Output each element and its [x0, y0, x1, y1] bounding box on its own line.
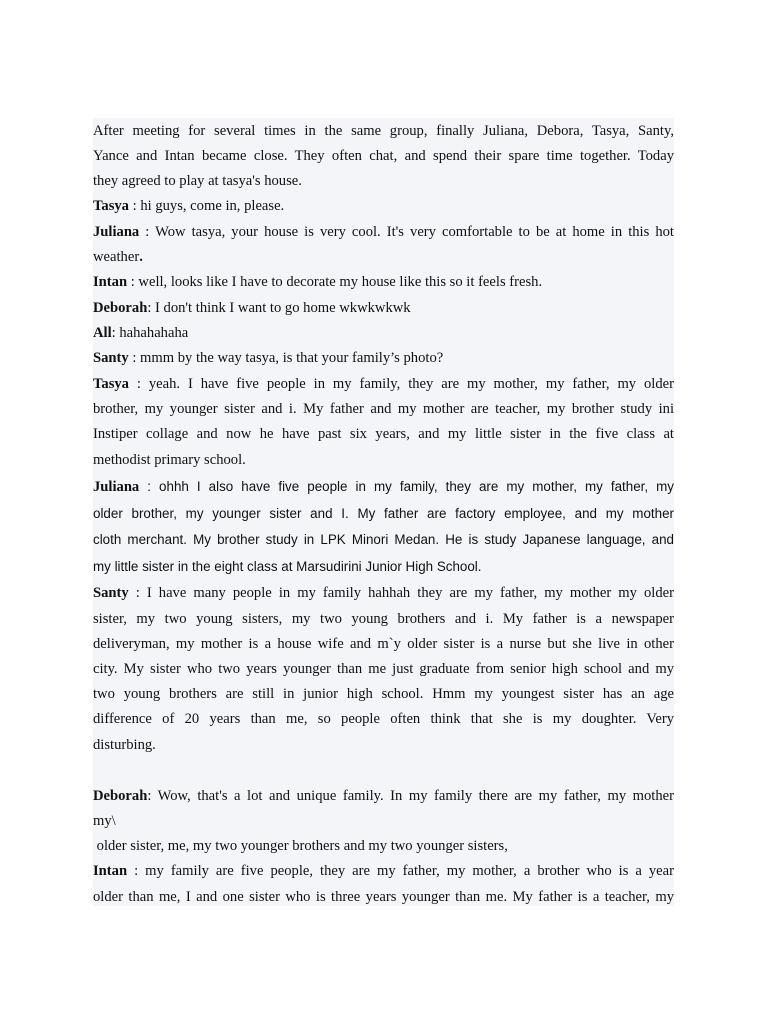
- text-line: Instiper collage and now he have past six years, and my little sister in the five class at: [93, 426, 674, 442]
- speaker-name: Tasya: [93, 376, 129, 392]
- text-line: Deborah: I don't think I want to go home wkwkwkwk: [93, 300, 411, 316]
- speaker-name: Juliana: [93, 224, 140, 240]
- text-line: my little sister in the eight class at Marsudirini Junior High School.: [93, 559, 482, 574]
- speaker-name: Juliana: [93, 479, 140, 495]
- text-line: Santy : mmm by the way tasya, is that your family’s photo?: [93, 350, 444, 366]
- text-line: they agreed to play at tasya's house.: [93, 173, 302, 189]
- text-line: Intan : my family are five people, they are my father, my mother, a brother who is a year: [93, 863, 674, 879]
- text-line: Deborah: Wow, that's a lot and unique family. In my family there are my father, my mother: [93, 788, 674, 804]
- speaker-name: All: [93, 325, 112, 341]
- text-line: disturbing.: [93, 737, 156, 753]
- text-line: All: hahahahaha: [93, 325, 189, 341]
- text-line: Santy : I have many people in my family hahhah they are my father, my mother my older: [93, 585, 674, 601]
- text-line: older brother, my younger sister and I. My father are factory employee, and my mother: [93, 506, 674, 521]
- text-line: weather.: [93, 249, 143, 265]
- text-line: deliveryman, my mother is a house wife and m`y older sister is a nurse but she live in other: [93, 636, 674, 652]
- text-line: sister, my two young sisters, my two young brothers and i. My father is a newspaper: [93, 611, 674, 627]
- text-line: older sister, me, my two younger brothers and my two younger sisters,: [93, 838, 508, 854]
- text-line: After meeting for several times in the same group, finally Juliana, Debora, Tasya, Santy,: [93, 123, 674, 139]
- text-line: Intan : well, looks like I have to decorate my house like this so it feels fresh.: [93, 274, 543, 290]
- text-line: difference of 20 years than me, so people often think that she is my doughter. Very: [93, 711, 674, 727]
- text-line: Tasya : hi guys, come in, please.: [93, 198, 285, 214]
- text-line: my\: [93, 813, 116, 829]
- speaker-name: Intan: [93, 274, 128, 290]
- text-line: cloth merchant. My brother study in LPK Minori Medan. He is study Japanese language, and: [93, 532, 674, 547]
- text-line: methodist primary school.: [93, 452, 246, 468]
- speaker-name: Intan: [93, 863, 128, 879]
- speaker-name: Deborah: [93, 300, 148, 316]
- text-line: Yance and Intan became close. They often chat, and spend their spare time together. Today: [93, 148, 674, 164]
- speaker-name: Deborah: [93, 788, 148, 804]
- text-line: Juliana : ohhh I also have five people in my family, they are my mother, my father, my: [93, 479, 674, 495]
- speaker-name: Santy: [93, 350, 129, 366]
- text-line: two young brothers are still in junior high school. Hmm my youngest sister has an age: [93, 686, 674, 702]
- text-line: older than me, I and one sister who is three years younger than me. My father is a teacher, my: [93, 889, 674, 905]
- speaker-name: Tasya: [93, 198, 129, 214]
- speaker-name: Santy: [93, 585, 129, 601]
- text-line: Juliana : Wow tasya, your house is very cool. It's very comfortable to be at home in this hot: [93, 224, 674, 240]
- text-line: Tasya : yeah. I have five people in my family, they are my mother, my father, my older: [93, 376, 674, 392]
- text-line: brother, my younger sister and i. My father and my mother are teacher, my brother study ini: [93, 401, 674, 417]
- text-line: city. My sister who two years younger than me just graduate from senior high school and my: [93, 661, 674, 677]
